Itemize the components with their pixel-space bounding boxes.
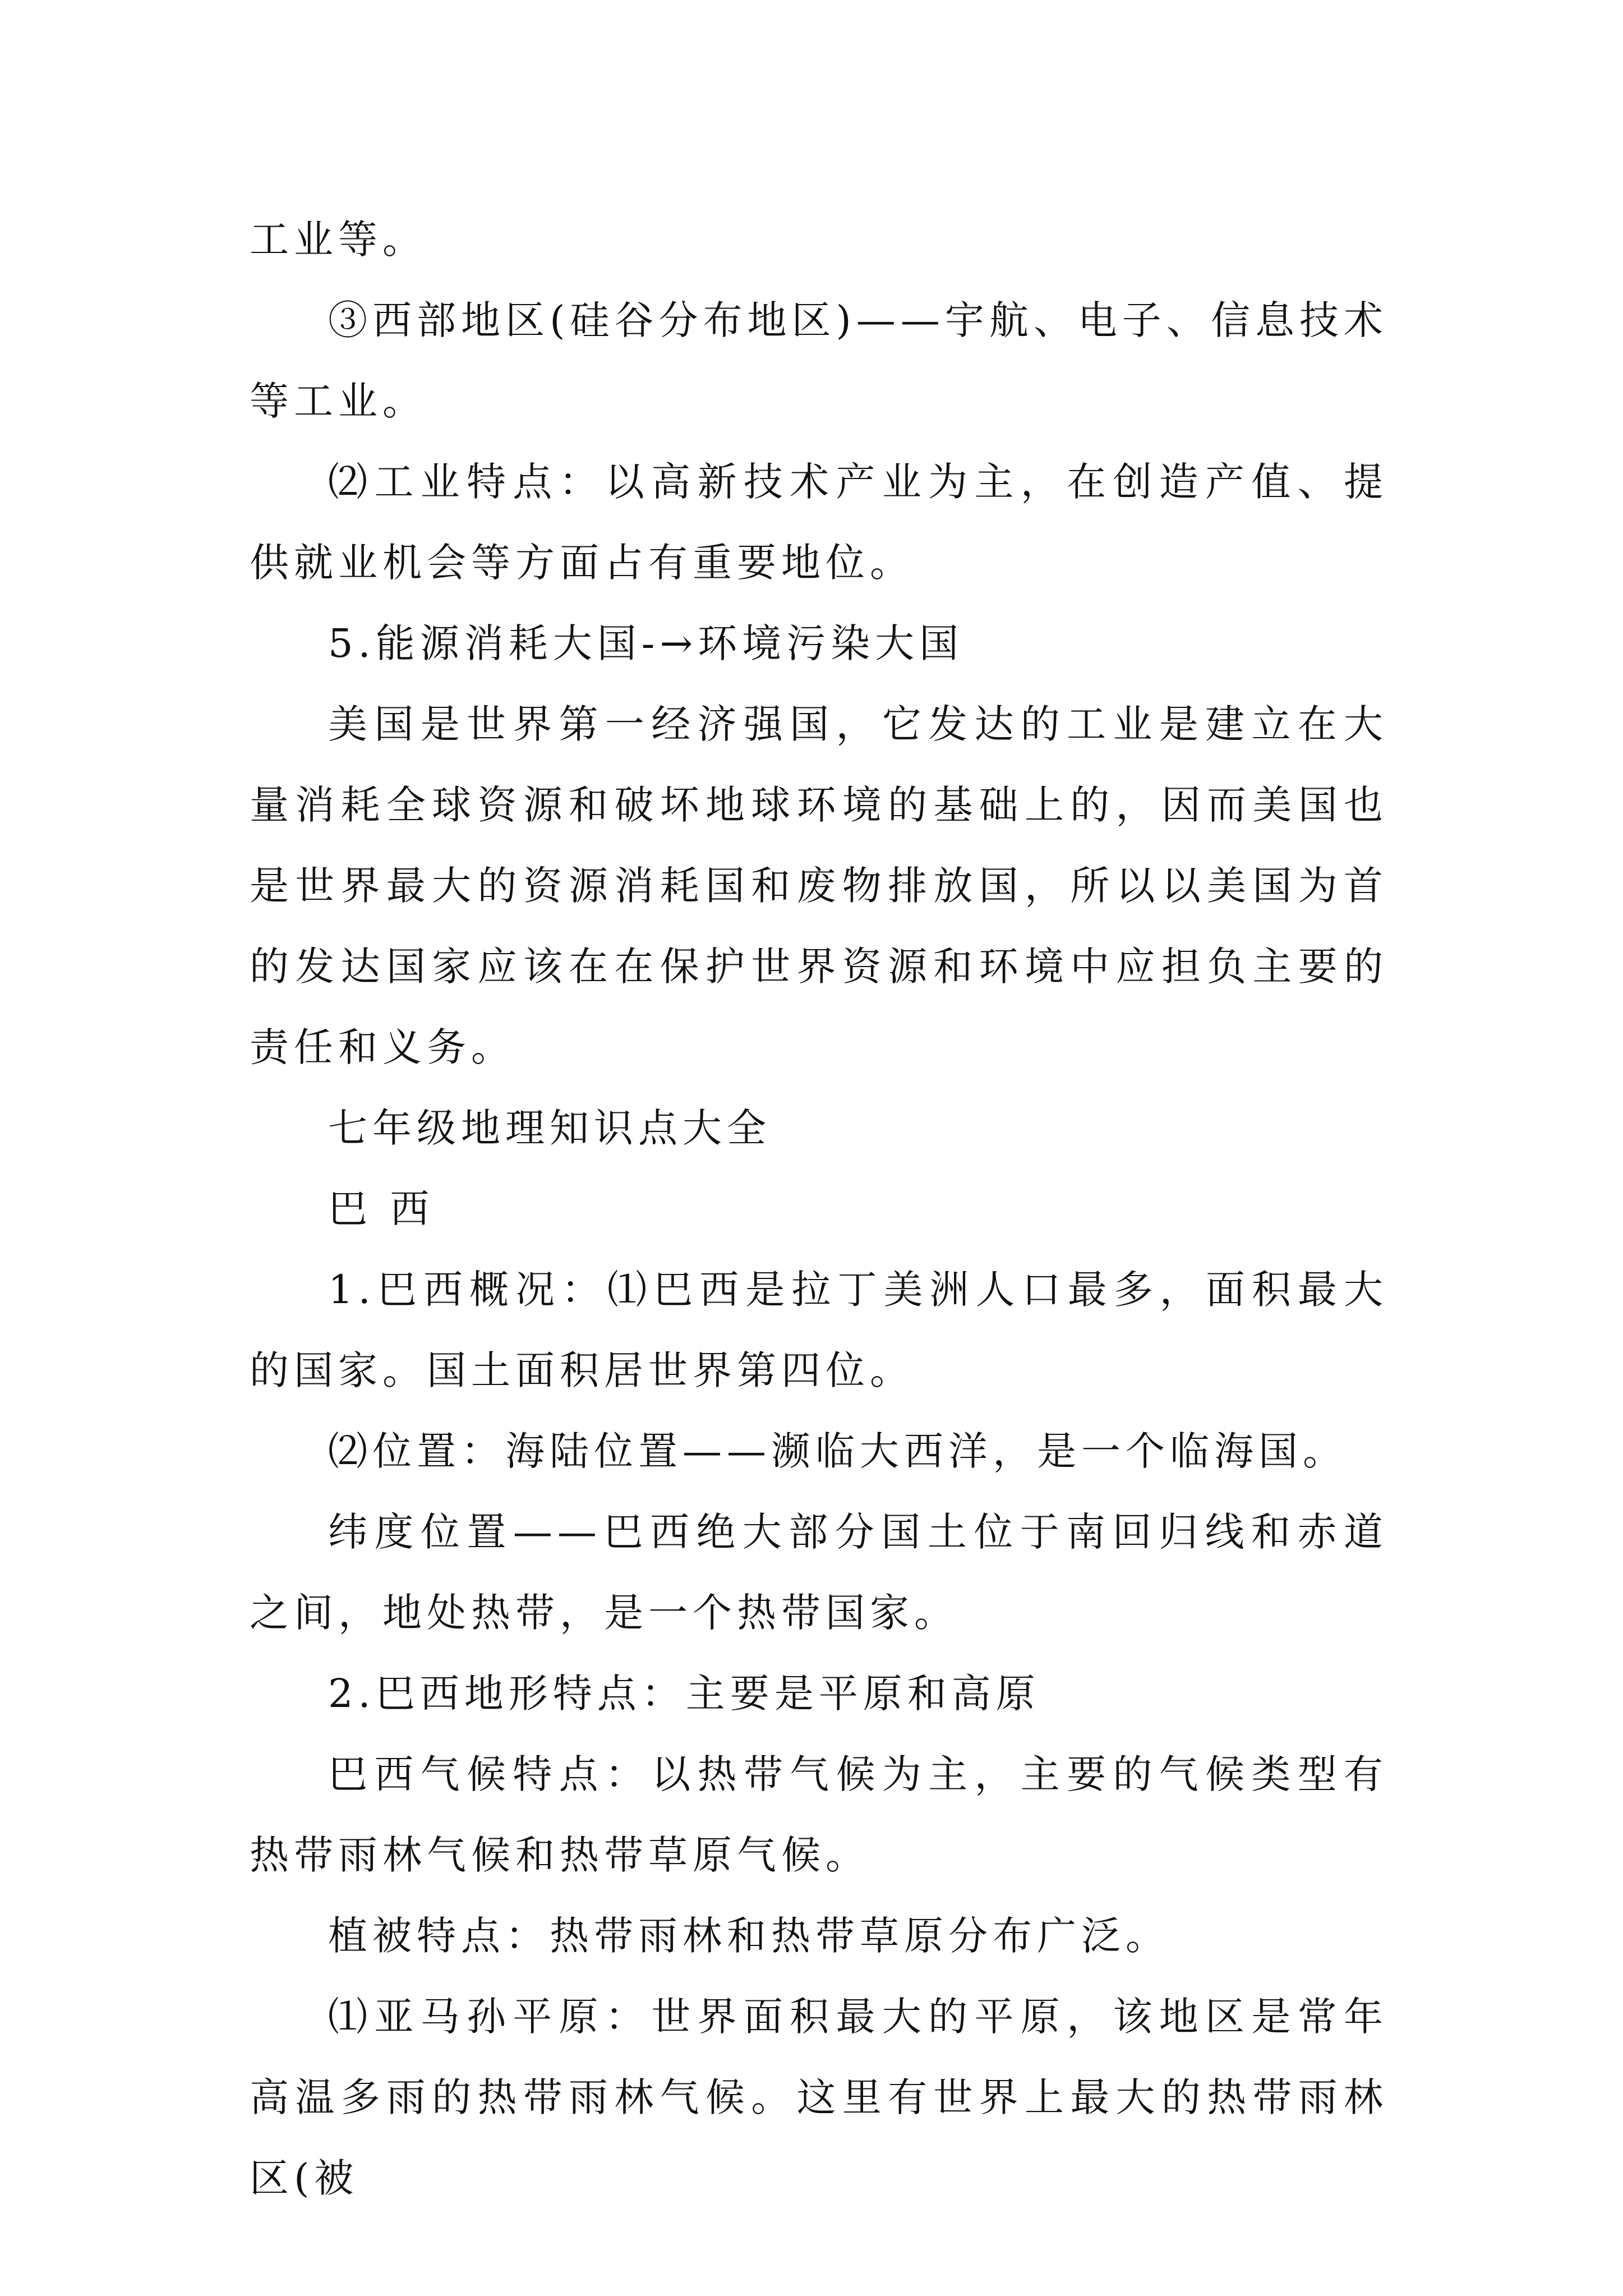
paragraph: 植被特点：热带雨林和热带草原分布广泛。	[328, 1913, 1170, 1959]
section-title: 七年级地理知识点大全	[328, 1105, 771, 1151]
paragraph: 纬度位置——巴西绝大部分国土位于南回归线和赤道之间，地处热带，是一个热带国家。	[250, 1509, 1388, 1636]
section-heading: 2.巴西地形特点：主要是平原和高原	[328, 1671, 1040, 1717]
paragraph: ⑵位置：海陆位置——濒临大西洋，是一个临海国。	[328, 1428, 1347, 1474]
paragraph: ⑵工业特点：以高新技术产业为主，在创造产值、提供就业机会等方面占有重要地位。	[250, 459, 1388, 586]
paragraph: 工业等。	[250, 217, 427, 263]
section-heading: 5.能源消耗大国-→环境污染大国	[328, 620, 964, 666]
paragraph: ⑴亚马孙平原：世界面积最大的平原，该地区是常年高温多雨的热带雨林气候。这里有世界上最大的热带雨林区(被	[250, 1994, 1388, 2201]
paragraph: 美国是世界第一经济强国，它发达的工业是建立在大量消耗全球资源和破坏地球环境的基础上的，因而美国也是世界最大的资源消耗国和废物排放国，所以以美国为首的发达国家应该在在保护世界资源和环境中应担负主要的责任和义务。	[250, 701, 1388, 1070]
paragraph: 巴西气候特点：以热带气候为主，主要的气候类型有热带雨林气候和热带草原气候。	[250, 1751, 1388, 1878]
document-body	[250, 199, 1388, 2219]
paragraph: ③西部地区(硅谷分布地区)——宇航、电子、信息技术等工业。	[250, 297, 1388, 424]
section-heading: 巴 西	[328, 1186, 435, 1232]
paragraph: 1.巴西概况：⑴巴西是拉丁美洲人口最多，面积最大的国家。国土面积居世界第四位。	[250, 1267, 1388, 1393]
